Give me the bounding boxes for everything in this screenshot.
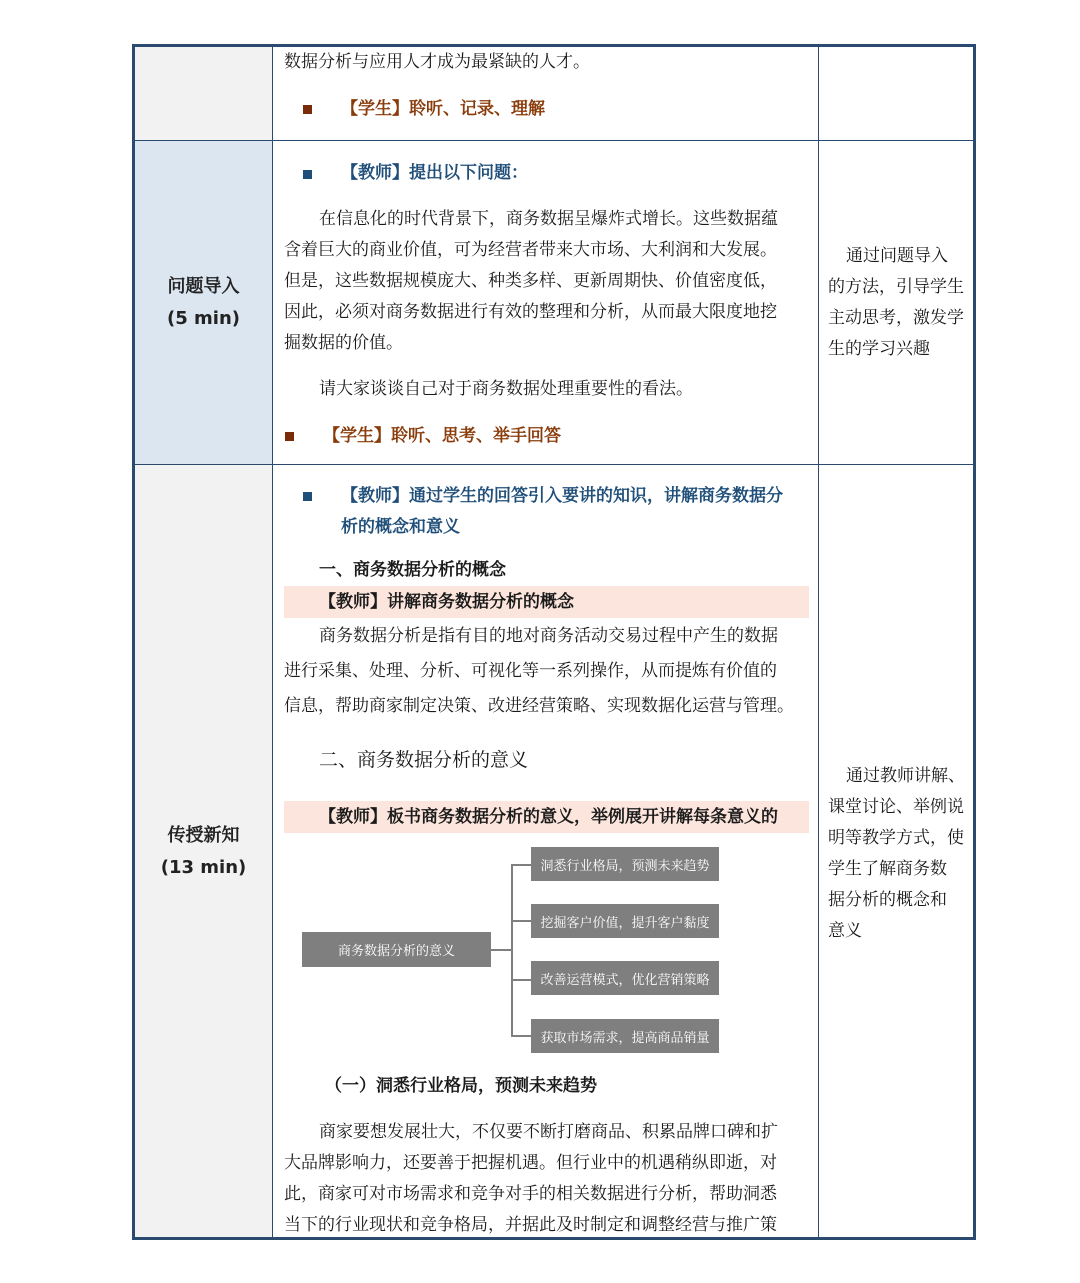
student-activity: 【学生】聆听、记录、理解 bbox=[341, 99, 545, 119]
diagram-root-box: 商务数据分析的意义 bbox=[302, 932, 491, 967]
paragraph-line: 含着巨大的商业价值，可为经营者带来大市场、大利润和大发展。 bbox=[284, 240, 777, 260]
diagram-branch-box: 挖掘客户价值，提升客户黏度 bbox=[531, 904, 719, 938]
teacher-activity-line: 【教师】通过学生的回答引入要讲的知识，讲解商务数据分 bbox=[341, 486, 783, 506]
teacher-prompt: 【教师】提出以下问题： bbox=[341, 163, 528, 183]
student-activity: 【学生】聆听、思考、举手回答 bbox=[323, 426, 561, 446]
design-intent-line: 的方法，引导学生 bbox=[828, 277, 964, 297]
design-intent-line: 意义 bbox=[828, 921, 862, 941]
paragraph-line: 进行采集、处理、分析、可视化等一系列操作，从而提炼有价值的 bbox=[284, 661, 777, 681]
design-intent-line: 明等教学方式，使 bbox=[828, 828, 964, 848]
design-intent-line: 据分析的概念和 bbox=[828, 890, 947, 910]
diagram-branch-box: 洞悉行业格局，预测未来趋势 bbox=[531, 847, 719, 881]
callout-text: 【教师】讲解商务数据分析的概念 bbox=[319, 592, 574, 612]
diagram-connector bbox=[511, 864, 513, 1037]
design-intent-line: 课堂讨论、举例说 bbox=[828, 797, 964, 817]
square-bullet-icon bbox=[303, 170, 312, 179]
diagram-connector bbox=[511, 920, 531, 922]
row-divider-2 bbox=[135, 464, 973, 465]
discussion-question: 请大家谈谈自己对于商务数据处理重要性的看法。 bbox=[319, 379, 693, 399]
stage-duration: (5 min) bbox=[167, 308, 240, 329]
stage-name: 问题导入 bbox=[167, 276, 240, 297]
design-intent-line: 通过问题导入 bbox=[846, 246, 948, 266]
column-divider-1 bbox=[272, 47, 273, 1237]
paragraph-line: 商家要想发展壮大，不仅要不断打磨商品、积累品牌口碑和扩 bbox=[319, 1122, 778, 1142]
diagram-connector bbox=[491, 949, 511, 951]
design-intent-line: 通过教师讲解、 bbox=[846, 766, 965, 786]
diagram-connector bbox=[511, 979, 531, 981]
paragraph-line: 此，商家可对市场需求和竞争对手的相关数据进行分析，帮助洞悉 bbox=[284, 1184, 777, 1204]
section-title: 二、商务数据分析的意义 bbox=[319, 749, 529, 771]
square-bullet-icon bbox=[285, 432, 294, 441]
design-intent-line: 主动思考，激发学 bbox=[828, 308, 964, 328]
diagram-branch-box: 改善运营模式，优化营销策略 bbox=[531, 961, 719, 995]
row-divider-1 bbox=[135, 140, 973, 141]
stage-cell-top bbox=[135, 47, 272, 140]
paragraph-line: 掘数据的价值。 bbox=[284, 333, 403, 353]
content-line: 数据分析与应用人才成为最紧缺的人才。 bbox=[284, 52, 590, 72]
paragraph-line: 但是，这些数据规模庞大、种类多样、更新周期快、价值密度低， bbox=[284, 271, 777, 291]
paragraph-line: 在信息化的时代背景下，商务数据呈爆炸式增长。这些数据蕴 bbox=[319, 209, 778, 229]
design-intent-line: 生的学习兴趣 bbox=[828, 339, 930, 359]
stage-duration: (13 min) bbox=[160, 857, 247, 878]
diagram-connector bbox=[511, 864, 531, 866]
paragraph-line: 商务数据分析是指有目的地对商务活动交易过程中产生的数据 bbox=[319, 626, 778, 646]
section-title: 一、商务数据分析的概念 bbox=[319, 560, 506, 580]
diagram-connector bbox=[511, 1035, 531, 1037]
lesson-plan-table bbox=[132, 44, 976, 1240]
paragraph-line: 大品牌影响力，还要善于把握机遇。但行业中的机遇稍纵即逝，对 bbox=[284, 1153, 777, 1173]
paragraph-line: 当下的行业现状和竞争格局，并据此及时制定和调整经营与推广策 bbox=[284, 1215, 777, 1235]
column-divider-2 bbox=[818, 47, 819, 1237]
diagram-branch-box: 获取市场需求，提高商品销量 bbox=[531, 1019, 719, 1053]
design-intent-line: 学生了解商务数 bbox=[828, 859, 947, 879]
stage-name: 传授新知 bbox=[167, 825, 240, 846]
square-bullet-icon bbox=[303, 492, 312, 501]
paragraph-line: 因此，必须对商务数据进行有效的整理和分析，从而最大限度地挖 bbox=[284, 302, 777, 322]
teacher-activity-line: 析的概念和意义 bbox=[341, 517, 460, 537]
callout-text: 【教师】板书商务数据分析的意义，举例展开讲解每条意义的 bbox=[319, 807, 778, 827]
square-bullet-icon bbox=[303, 105, 312, 114]
paragraph-line: 信息，帮助商家制定决策、改进经营策略、实现数据化运营与管理。 bbox=[284, 696, 794, 716]
subsection-title: （一）洞悉行业格局，预测未来趋势 bbox=[325, 1076, 597, 1096]
